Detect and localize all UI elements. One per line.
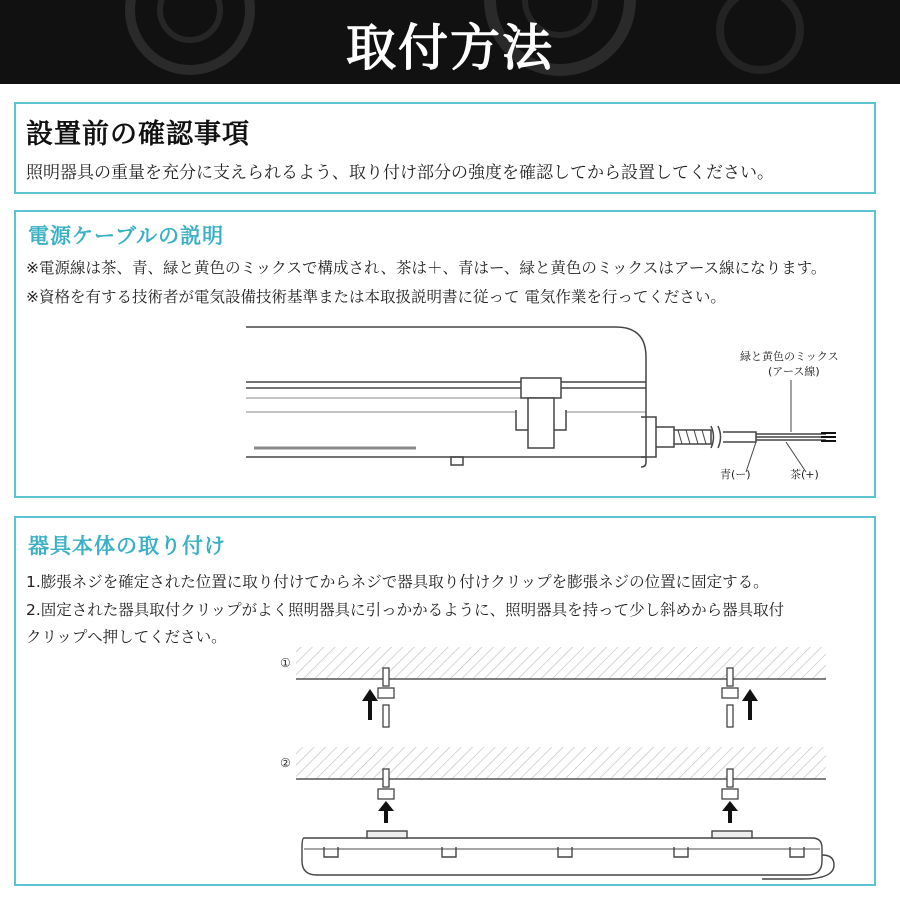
mounting-panel [14,516,876,886]
mount-step-2b: クリップへ押してください。 [26,628,227,646]
header-banner [0,0,900,84]
mount-section-title: 器具本体の取り付け [28,534,226,558]
page-title: 取付方法 [346,19,554,77]
step-marker-1: ① [280,656,291,670]
mount-step-2a: 2.固定された器具取付クリップがよく照明器具に引っかかるように、照明器具を持って少し斜めから器具取付 [26,601,785,619]
label-earth-wire-sub: (アース線) [768,365,820,378]
step-marker-2: ② [280,756,291,770]
mount-step-1: 1.膨張ネジを確定された位置に取り付けてからネジで器具取り付けクリップを膨張ネジの位置に固定する。 [26,573,769,591]
label-blue-wire: 青(ー) [720,468,751,481]
label-earth-wire: 緑と黄色のミックス [740,350,839,363]
pre-check-text: 照明器具の重量を充分に支えられるよう、取り付け部分の強度を確認してから設置してください。 [26,163,774,183]
cable-note-qualified: ※資格を有する技術者が電気設備技術基準または本取扱説明書に従って 電気作業を行ってください。 [26,288,726,306]
pre-installation-check-panel [14,102,876,194]
pre-check-title: 設置前の確認事項 [26,119,250,150]
cable-section-title: 電源ケーブルの説明 [28,224,225,248]
power-cable-panel [14,210,876,498]
label-brown-wire: 茶(+) [790,468,819,481]
mounting-diagram [282,643,842,883]
cable-note-wires: ※電源線は茶、青、緑と黄色のミックスで構成され、茶は＋、青はー、緑と黄色のミックスはアース線になります。 [26,259,827,277]
